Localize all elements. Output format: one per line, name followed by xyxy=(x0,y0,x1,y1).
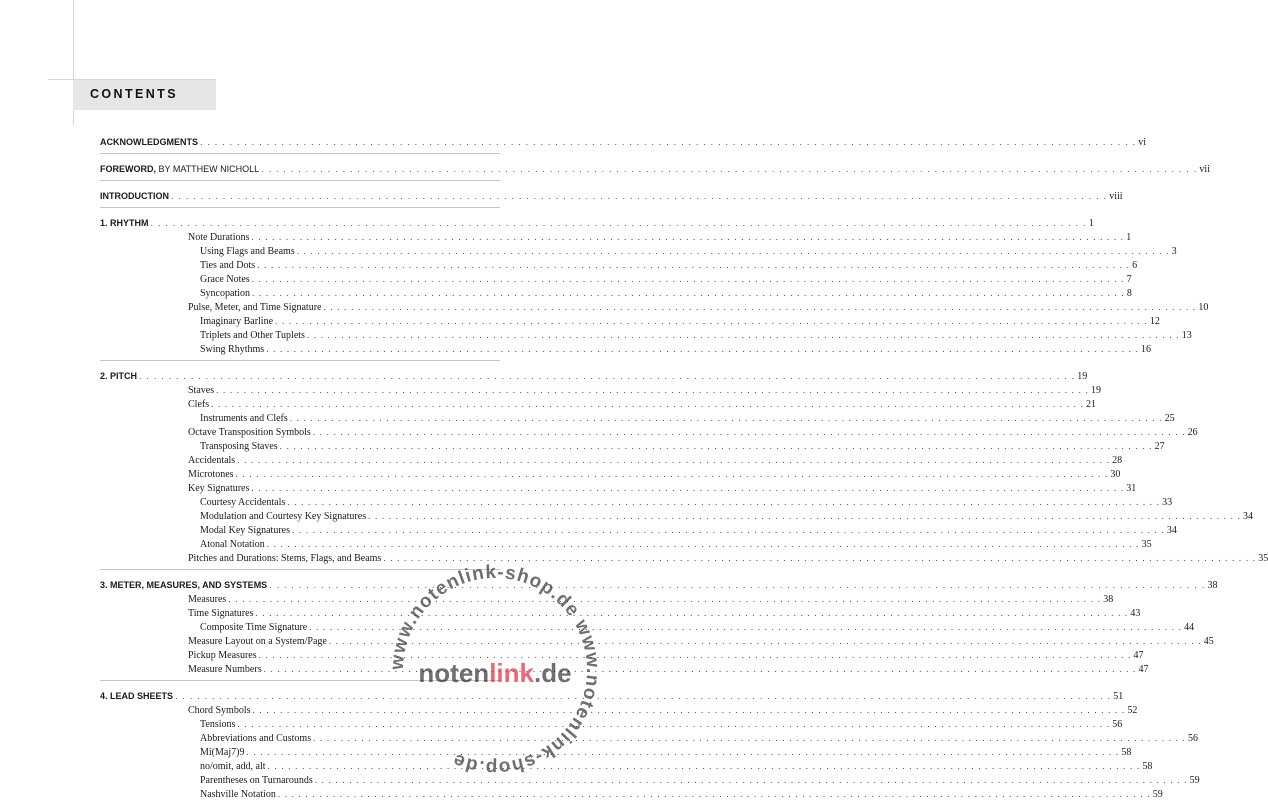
toc-section xyxy=(100,162,1210,181)
toc-entry-title: Grace Notes xyxy=(200,274,250,285)
toc-section xyxy=(100,216,1209,361)
toc-entry-title: no/omit, add, alt xyxy=(200,761,266,772)
leader-dots xyxy=(275,314,1148,328)
toc-entry-title: Swing Rhythms xyxy=(200,344,265,355)
toc-entry-title: Transposing Staves xyxy=(200,441,278,452)
toc-chapter-entry xyxy=(100,135,1147,149)
toc-entry-title: Tensions xyxy=(200,719,236,730)
toc-entry-title: Measure Numbers xyxy=(188,664,262,675)
toc-chapter-entry xyxy=(100,369,1088,383)
toc-page-number: vii xyxy=(1199,164,1210,175)
toc-entry xyxy=(100,467,1121,481)
toc-entry-title: Note Durations xyxy=(188,232,250,243)
toc-entry-title: Accidentals xyxy=(188,455,236,466)
toc-entry-title: INTRODUCTION xyxy=(100,191,169,201)
toc-entry-title: Using Flags and Beams xyxy=(200,246,295,257)
leader-dots xyxy=(253,703,1126,717)
toc-entry-title: Atonal Notation xyxy=(200,539,265,550)
leader-dots xyxy=(251,230,1124,244)
toc-chapter-entry xyxy=(100,216,1094,230)
toc-entry-title: Abbreviations and Customs xyxy=(200,733,312,744)
toc-entry-title: 4. LEAD SHEETS xyxy=(100,691,174,701)
leader-dots xyxy=(297,244,1170,258)
toc-entry xyxy=(100,342,1152,356)
leader-dots xyxy=(368,509,1241,523)
toc-entry xyxy=(100,411,1175,425)
toc-page-number: 58 xyxy=(1142,761,1153,772)
toc-entry xyxy=(100,383,1101,397)
toc-entry-title: Mi(Maj7)9 xyxy=(200,747,245,758)
toc-page-number: 45 xyxy=(1203,636,1214,647)
toc-entry-title: ACKNOWLEDGMENTS xyxy=(100,137,198,147)
toc-entry-title: Parentheses on Turnarounds xyxy=(200,775,313,786)
watermark-logo-noten: noten xyxy=(418,658,490,688)
toc-page-number: 51 xyxy=(1113,691,1124,702)
toc-entry-title: FOREWORD, BY MATTHEW NICHOLL xyxy=(100,164,260,174)
toc-page-number: 43 xyxy=(1130,608,1141,619)
leader-dots xyxy=(290,411,1163,425)
toc-entry xyxy=(100,230,1132,244)
leader-dots xyxy=(252,286,1125,300)
toc-page-number: 59 xyxy=(1152,789,1163,800)
toc-entry-title: Composite Time Signature xyxy=(200,622,308,633)
toc-page-number: 26 xyxy=(1187,427,1198,438)
toc-entry-title: Modulation and Courtesy Key Signatures xyxy=(200,511,367,522)
toc-entry xyxy=(100,481,1137,495)
leader-dots xyxy=(280,439,1153,453)
toc-entry xyxy=(100,300,1209,314)
toc-entry-title: Microtones xyxy=(188,469,234,480)
toc-entry-title: Instruments and Clefs xyxy=(200,413,288,424)
watermark-logo-link: link xyxy=(489,658,534,688)
toc-page-number: 1 xyxy=(1126,232,1132,243)
toc-chapter-entry xyxy=(100,162,1210,176)
toc-entry xyxy=(100,495,1173,509)
leader-dots xyxy=(175,689,1111,703)
toc-page-number: 25 xyxy=(1164,413,1175,424)
toc-entry-title: Imaginary Barline xyxy=(200,316,274,327)
toc-entry xyxy=(100,244,1177,258)
toc-entry xyxy=(100,523,1177,537)
toc-page-number: 30 xyxy=(1110,469,1121,480)
toc-entry-title: Pitches and Durations: Stems, Flags, and Beams xyxy=(188,553,382,564)
leader-dots xyxy=(313,425,1186,439)
leader-dots xyxy=(287,495,1160,509)
toc-page-number: 58 xyxy=(1121,747,1132,758)
toc-page-number: 27 xyxy=(1154,441,1165,452)
toc-page-number: vi xyxy=(1138,137,1147,148)
toc-entry-title: 2. PITCH xyxy=(100,371,138,381)
toc-page-number: 34 xyxy=(1242,511,1253,522)
toc-section xyxy=(100,369,1268,570)
toc-entry-title: Chord Symbols xyxy=(188,705,251,716)
toc-section xyxy=(100,135,1147,154)
toc-entry-title: Pickup Measures xyxy=(188,650,257,661)
toc-page-number: 38 xyxy=(1207,580,1218,591)
toc-page-number: 8 xyxy=(1126,288,1132,299)
leader-dots xyxy=(237,717,1110,731)
toc-entry xyxy=(100,537,1152,551)
toc-entry-title: Staves xyxy=(188,385,215,396)
toc-page-number: 10 xyxy=(1198,302,1209,313)
toc-entry xyxy=(100,509,1253,523)
toc-entry xyxy=(100,258,1138,272)
leader-dots xyxy=(237,453,1110,467)
toc-page-number: 28 xyxy=(1112,455,1123,466)
toc-entry-title: Octave Transposition Symbols xyxy=(188,427,311,438)
toc-entry-title: Pulse, Meter, and Time Signature xyxy=(188,302,322,313)
leader-dots xyxy=(171,189,1107,203)
toc-page-number: 13 xyxy=(1181,330,1192,341)
toc-page-number: 52 xyxy=(1127,705,1138,716)
toc-entry-title: Modal Key Signatures xyxy=(200,525,290,536)
toc-entry-title: Nashville Notation xyxy=(200,789,276,800)
leader-dots xyxy=(246,745,1119,759)
page-title: CONTENTS xyxy=(90,87,178,101)
leader-dots xyxy=(266,342,1139,356)
toc-page-number: 44 xyxy=(1184,622,1195,633)
toc-entry xyxy=(100,425,1198,439)
toc-page-number: 56 xyxy=(1187,733,1198,744)
watermark-stamp xyxy=(385,560,605,780)
leader-dots xyxy=(292,523,1165,537)
leader-dots xyxy=(307,328,1180,342)
leader-dots xyxy=(267,537,1140,551)
leader-dots xyxy=(216,383,1089,397)
toc-page-number: 6 xyxy=(1132,260,1138,271)
toc-entry-title: Key Signatures xyxy=(188,483,250,494)
toc-entry-title: Time Signatures xyxy=(188,608,254,619)
leader-dots xyxy=(261,162,1197,176)
toc-page-number: 31 xyxy=(1126,483,1137,494)
leader-dots xyxy=(200,135,1136,149)
toc-page-number: 56 xyxy=(1112,719,1123,730)
leader-dots xyxy=(236,467,1109,481)
toc-page-number: 21 xyxy=(1085,399,1096,410)
leader-dots xyxy=(211,397,1084,411)
toc-page-number: viii xyxy=(1109,191,1123,202)
toc-entry xyxy=(100,397,1096,411)
toc-entry-title: 1. RHYTHM xyxy=(100,218,149,228)
leader-dots xyxy=(251,481,1124,495)
toc-page-number: 1 xyxy=(1088,218,1094,229)
leader-dots xyxy=(151,216,1087,230)
toc-entry-title: Courtesy Accidentals xyxy=(200,497,286,508)
watermark-ring-text: www.notenlink-shop.de www.notenlink-shop.de xyxy=(386,561,604,779)
toc-entry xyxy=(100,787,1163,801)
toc-entry-title: Triplets and Other Tuplets xyxy=(200,330,305,341)
toc-entry-title: 3. METER, MEASURES, AND SYSTEMS xyxy=(100,580,268,590)
toc-page-number: 35 xyxy=(1258,553,1268,564)
watermark-logo xyxy=(418,658,571,688)
leader-dots xyxy=(252,272,1125,286)
toc-entry xyxy=(100,328,1192,342)
toc-page-number: 47 xyxy=(1133,650,1144,661)
toc-page-number: 7 xyxy=(1126,274,1132,285)
toc-page-number: 47 xyxy=(1138,664,1149,675)
toc-entry-title: Measure Layout on a System/Page xyxy=(188,636,327,647)
leader-dots xyxy=(139,369,1075,383)
toc-page-number: 19 xyxy=(1077,371,1088,382)
watermark-logo-tld: .de xyxy=(533,658,572,688)
toc-page-number: 12 xyxy=(1149,316,1160,327)
toc-page-number: 19 xyxy=(1090,385,1101,396)
leader-dots xyxy=(257,258,1130,272)
toc-entry xyxy=(100,272,1132,286)
toc-entry-title: Syncopation xyxy=(200,288,250,299)
toc-entry-title: Measures xyxy=(188,594,227,605)
toc-entry xyxy=(100,314,1160,328)
toc-page-number: 33 xyxy=(1162,497,1173,508)
toc-page-number: 3 xyxy=(1171,246,1177,257)
toc-entry-title: Ties and Dots xyxy=(200,260,256,271)
leader-dots xyxy=(278,787,1151,801)
toc-entry xyxy=(100,453,1123,467)
toc-chapter-entry xyxy=(100,189,1123,203)
toc-entry-title: Clefs xyxy=(188,399,210,410)
toc-page-number: 38 xyxy=(1103,594,1114,605)
leader-dots xyxy=(228,592,1101,606)
toc-page-number: 34 xyxy=(1166,525,1177,536)
toc-page-number: 35 xyxy=(1141,539,1152,550)
toc-entry xyxy=(100,286,1132,300)
toc-page-number: 59 xyxy=(1189,775,1200,786)
toc-page-number: 16 xyxy=(1141,344,1152,355)
toc-section xyxy=(100,189,1123,208)
toc-entry xyxy=(100,439,1165,453)
leader-dots xyxy=(323,300,1196,314)
